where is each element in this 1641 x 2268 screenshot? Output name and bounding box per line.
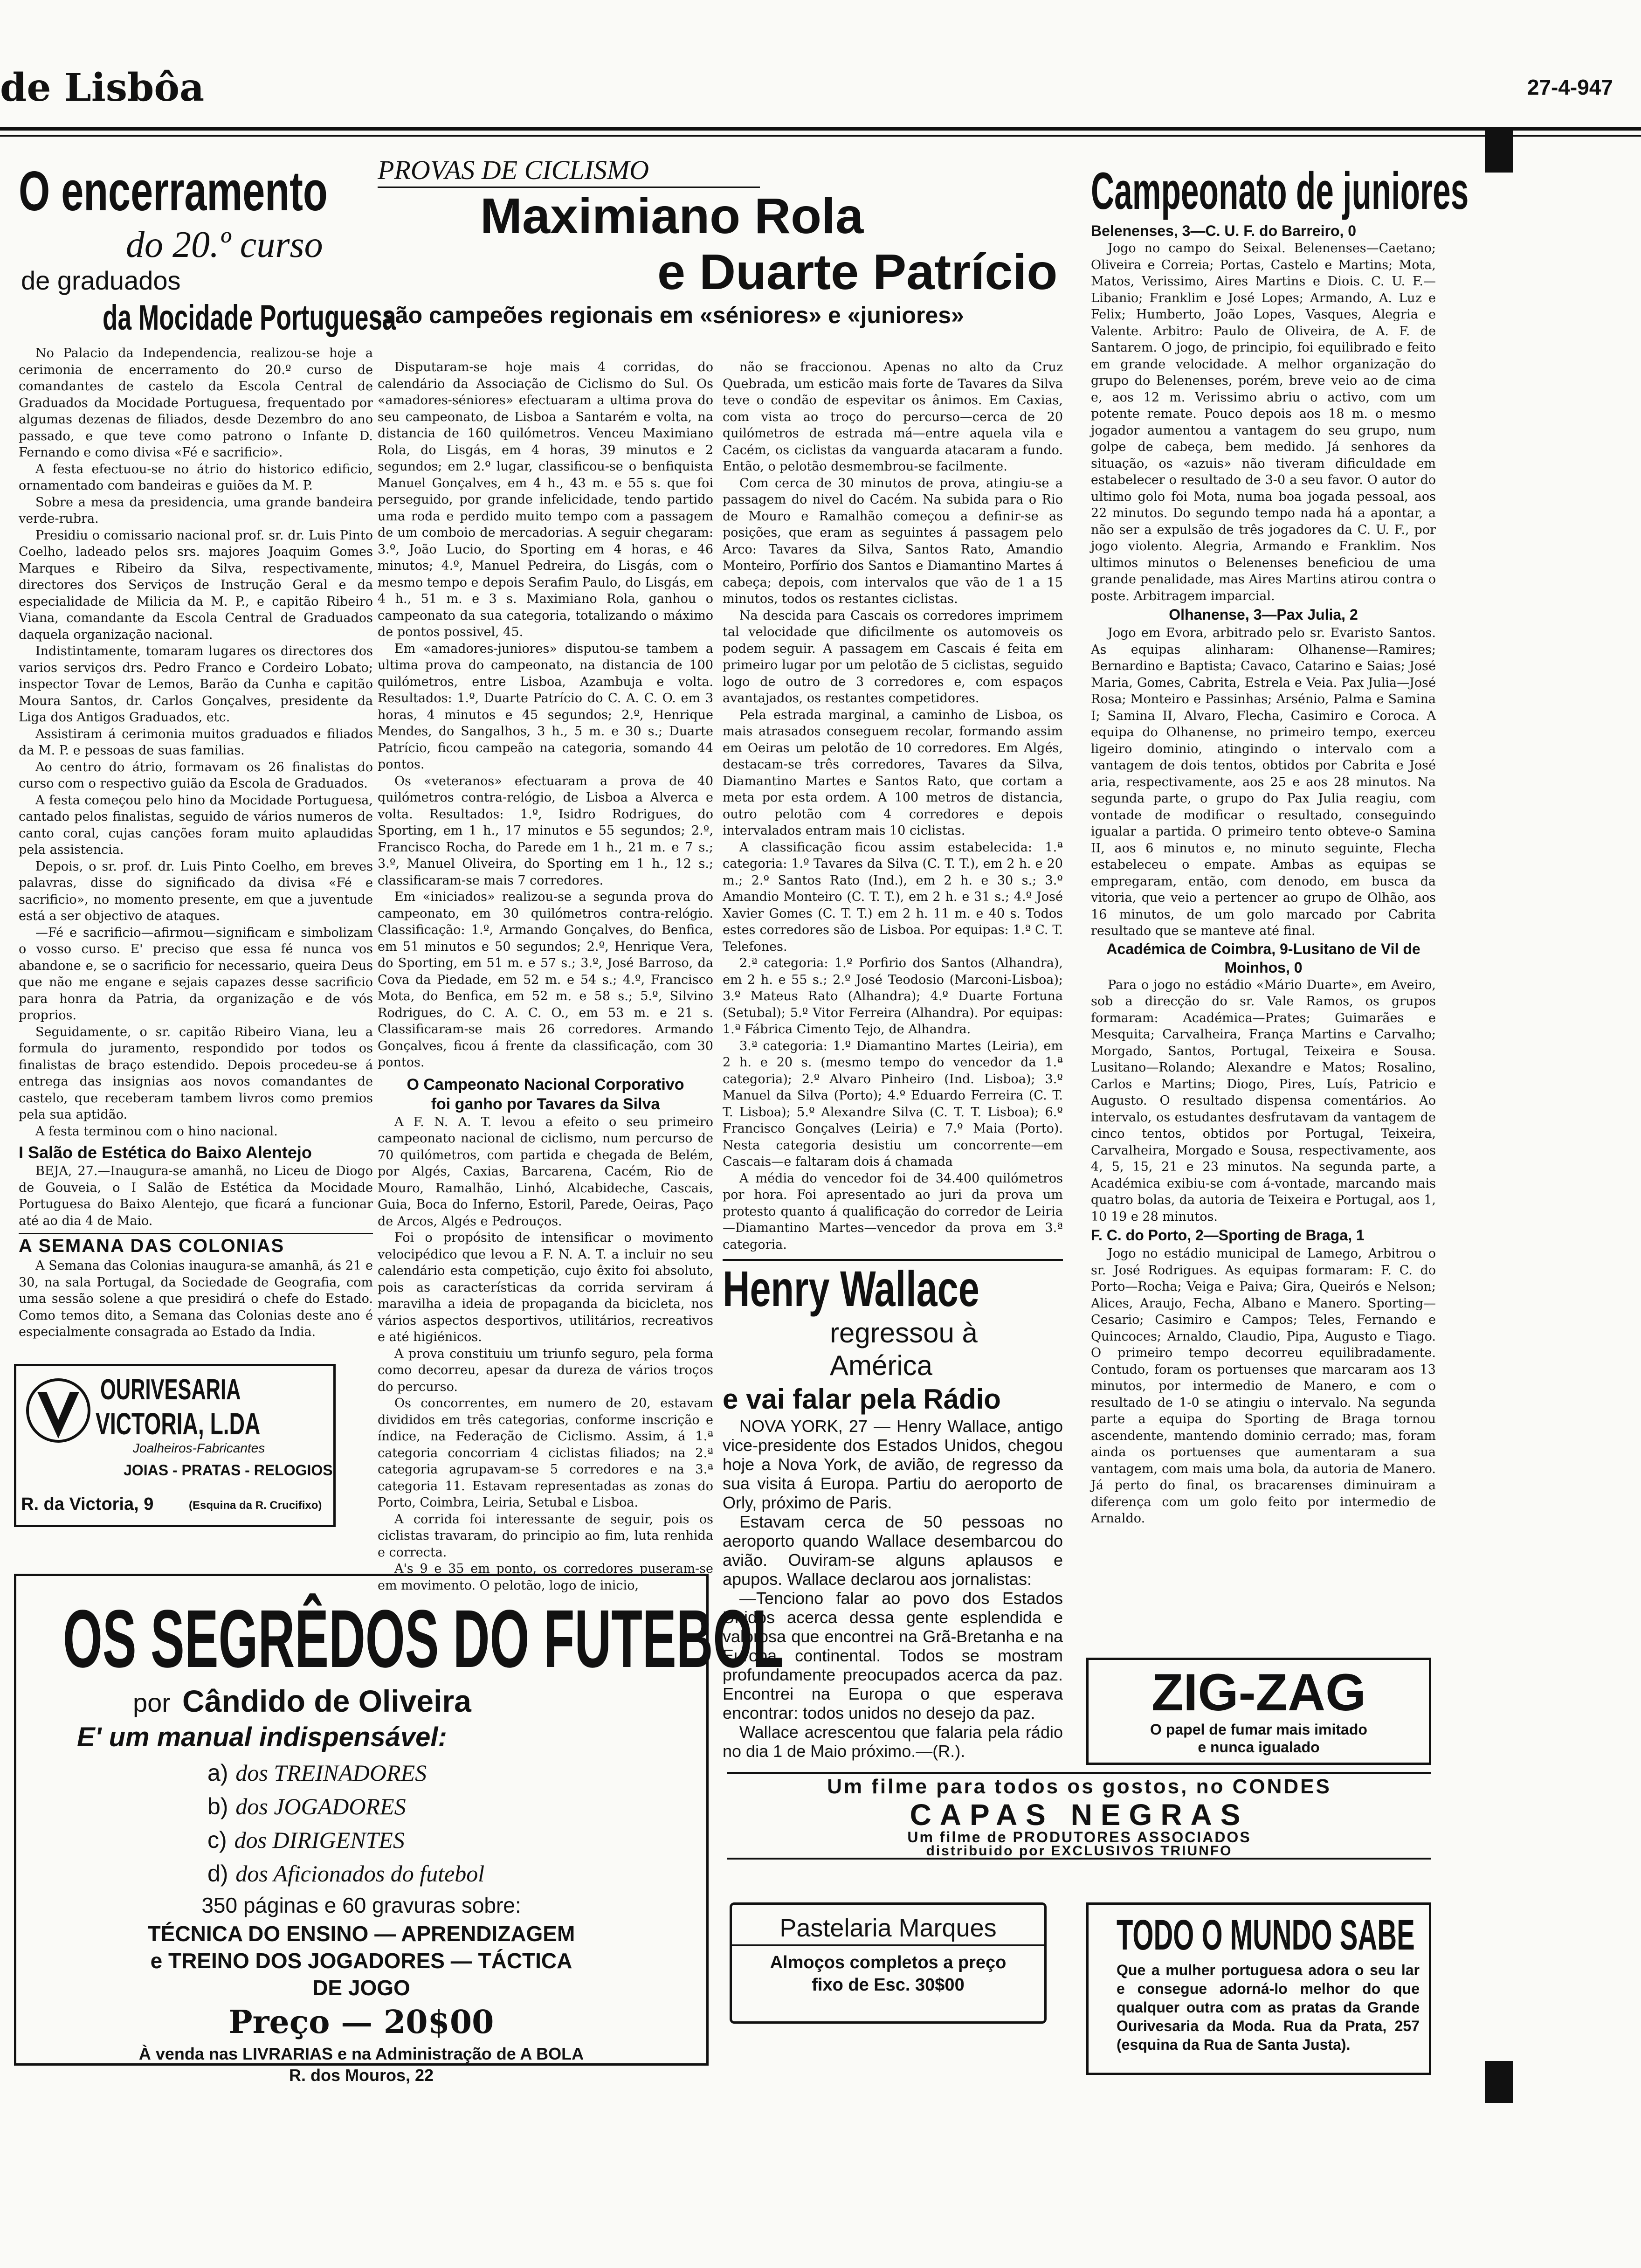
cycling-paragraph: não se fraccionou. Apenas no alto da Cruz Quebrada, um esticão mais forte de Tavares da Silva teve o condão de espevitar os ânimos. Em Caxias, com vista ao troço do percurso—cerca de 20 quilómetros de estrada má—entre aquela vila e Cacém, os ciclistas da vanguarda atacaram a fundo. Então, o pelotão desmembrou-se facilmente. bbox=[723, 360, 1063, 474]
cycling-paragraph: Com cerca de 30 minutos de prova, atingiu-se a passagem do nivel do Cacém. Na subida para o Rio de Mouro e Ramalhão começou a definir-se as posições, que eram as seguintes á passagem pelo Arco: Tavares da Silva, Santos Rato, Amandio Monteiro, Porfírio dos Santos e Diamantino Martes á cabeça; depois, com intervalos que vão de 1 a 15 minutos, todos os restantes ciclistas. bbox=[723, 476, 1063, 606]
futebol-topics: TÉCNICA DO ENSINO — APRENDIZAGEM bbox=[147, 1922, 575, 1946]
pastelaria-text: Almoços completos a preço fixo de Esc. 30$00 bbox=[770, 1953, 1007, 1995]
colonias-paragraph: A Semana das Colonias inaugura-se amanhã, ás 21 e 30, na sala Portugal, da Sociedade de Geografia, com uma sessão solene a que presidirá o chefe do Estado. Como temos dito, a Semana das Colonias deste ano é especialmente consagrada ao Estado da India. bbox=[19, 1258, 373, 1339]
futebol-list-item: a) dos TREINADORES bbox=[207, 1760, 427, 1786]
cycling-kicker: PROVAS DE CICLISMO bbox=[378, 154, 760, 188]
juniores-body bbox=[1091, 221, 1436, 1527]
cycling-paragraph: Na descida para Cascais os corredores imprimem tal velocidade que dificilmente os automoveis os podem seguir. A passagem em Cascais é feita em primeiro lugar por um pelotão de 5 ciclistas, seguido logo de outro de 3 corredores e, com espaços avantajados, os restantes competidores. bbox=[723, 608, 1063, 705]
cycling-paragraph: Disputaram-se hoje mais 4 corridas, do calendário da Associação de Ciclismo do Sul. Os «amadores-séniores» efectuaram a ultima prova do seu campeonato, de Lisboa a Santarém e volta, na distancia de 160 quilómetros. Venceu Maximiano Rola, do Lisgás, em 4 horas, 39 minutos e 2 segundos; em 2.º lugar, classificou-se o benfiquista Manuel Gonçalves, em 4 h., 43 m. e 55 s. que foi perseguido, por grande infelicidade, tendo partido uma roda e perdido muito tempo com a passagem de um comboio de mercadorias. A seguir chegaram: 3.º, João Lucio, do Sporting em 4 horas, e 46 minutos; 4.º, Manuel Pedreira, do Lisgás, com o mesmo tempo e depois Serafim Paulo, do Lisgás, em 4 h., 51 m. e 3 s. Maximiano Rola, ganhou o campeonato da sua categoria, totalizando o máximo de pontos possivel, 45. bbox=[378, 360, 713, 639]
cycling-col-1 bbox=[378, 359, 713, 1594]
zigzag-line-2: e nunca igualado bbox=[1198, 1739, 1320, 1756]
futebol-list bbox=[207, 1756, 706, 1890]
cycling-paragraph: Em «iniciados» realizou-se a segunda prova do campeonato, em 30 quilómetros contra-relógio. Classificação: 1.º, Armando Gonçalves, do Benfica, em 51 minutos e 50 segundos; 2.º, Henrique Vera, do Sporting, em 51 m. e 57 s.; 3.º, José Barroso, da Cova da Piedade, em 52 m. e 54 s.; 4.º, Francisco Mota, do Benfica, em 52 m. e 58 s.; 5.º, Silvino Rodrigues, do C. A. C. O., em 53 m. e 21 s. Classificaram-se mais 26 corredores. Armando Gonçalves, ficou á frente da classificação, com 30 pontos. bbox=[378, 890, 713, 1070]
left-article bbox=[19, 159, 396, 1341]
left-paragraph: Depois, o sr. prof. dr. Luis Pinto Coelho, em breves palavras, disse do significado da divisa «Fé e sacrificio», no momento presente, em que a juventude está a ser objectivo de ataques. bbox=[19, 859, 373, 923]
futebol-sale: À venda nas LIVRARIAS e na Administração de A BOLA bbox=[138, 2044, 584, 2063]
cycling-paragraph: A prova constituiu um triunfo seguro, pela forma como decorreu, apesar da dureza de vários troços do percurso. bbox=[378, 1346, 713, 1394]
capas-line: Um filme para todos os gostos, no CONDES bbox=[827, 1775, 1331, 1798]
wallace-paragraph: —Tenciono falar ao povo dos Estados Unidos acerca dessa gente esplendida e valorosa que encontrei na Grã-Bretanha e na Europa continental. Todos se mostram profundamente preocupados acerca da paz. Encontrei na Europa o que esperava encontrar: todos unidos no desejo da paz. bbox=[723, 1589, 1063, 1722]
issue-date: 27-4-947 bbox=[1527, 75, 1613, 99]
cycling-col-2 bbox=[723, 359, 1063, 1253]
cycling-paragraph: A F. N. A. T. levou a efeito o seu primeiro campeonato nacional de ciclismo, num percurso de 70 quilómetros, com partida e chegada de Belém, por Algés, Caxias, Barcarena, Cacém, Rio de Mouro, Ramalhão, Linhó, Alcabideche, Cascais, Guia, Boca do Inferno, Estoril, Parede, Oeiras, Paço de Arcos, Algés e Pedrouços. bbox=[378, 1114, 713, 1229]
left-paragraph: A festa começou pelo hino da Mocidade Portuguesa, cantado pelos finalistas, seguido de vários numeros de canto coral, cujas canções foram muito aplaudidas pela assistencia. bbox=[19, 793, 373, 857]
capas-title: CAPAS NEGRAS bbox=[910, 1798, 1249, 1832]
futebol-title: OS SEGRÊDOS DO FUTEBOL bbox=[63, 1593, 784, 1685]
ourivesaria-products: JOIAS - PRATAS - RELOGIOS bbox=[124, 1462, 333, 1479]
juniores-title: Campeonato de juniores bbox=[1091, 162, 1469, 220]
cycling-paragraph: A média do vencedor foi de 34.400 quilómetros por hora. Foi apresentado ao juri da prova um protesto quanto á qualificação do corredor de Leiria—Diamantino Martes—vencedor da prova em 3.ª categoria. bbox=[723, 1171, 1063, 1252]
top-rule-thin bbox=[0, 135, 1641, 137]
cycling-paragraph: Os concorrentes, em numero de 20, estavam divididos em três categorias, conforme inscrição e índice, na Federação de Ciclismo. Assim, á 1.ª categoria concorriam 4 ciclistas filiados; na 2.ª categoria agrupavam-se 5 corredores e na 3.ª categoria 11. Estavam representadas as zonas do Porto, Coimbra, Leiria, Setubal e Lisboa. bbox=[378, 1396, 713, 1510]
masthead: de Lisbôa bbox=[0, 65, 205, 110]
cycling-subtitle: são campeões regionais em «séniores» e «juniores» bbox=[382, 302, 964, 328]
ad-todo-mundo bbox=[1086, 1902, 1431, 2075]
left-subtitle: do 20.º curso bbox=[126, 224, 323, 265]
cycling-paragraph: Em «amadores-juniores» disputou-se tambem a ultima prova do campeonato, na distancia de 100 quilómetros, entre Lisboa, Azambuja e volta. Resultados: 1.º, Duarte Patrício do C. A. C. O. em 3 horas, 4 minutos e 45 segundos; 2.º, Henrique Mendes, do Sangalhos, 3 h., 5 m. e 30 s.; Duarte Patrício, ficou campeão na categoria, somando 44 pontos. bbox=[378, 641, 713, 772]
left-paragraph: Ao centro do átrio, formavam os 26 finalistas do curso com o respectivo guião da Escola de Graduados. bbox=[19, 760, 373, 791]
capas-line-2: Um filme de PRODUTORES ASSOCIADOS bbox=[907, 1829, 1251, 1846]
capas-line-3: distribuido por EXCLUSIVOS TRIUNFO bbox=[926, 1843, 1233, 1859]
futebol-price: Preço — 20$00 bbox=[228, 2004, 494, 2041]
left-paragraph: A festa terminou com o hino nacional. bbox=[35, 1124, 278, 1139]
match-text: Para o jogo no estádio «Mário Duarte», em Aveiro, sob a direcção do sr. Vale Ramos, os grupos formaram: Académica—Prates; Guimarães e Mesquita; Carvalheira, França Martins e Carvalho; Morgado, Santos, Portugal, Teixeira e Sousa. Lusitano—Rolando; Alexandre e Matos; Rosalino, Carlos e Martins; Diogo, Pires, Luís, Patricio e Augusto. O resultado dispensa comentários. Ao intervalo, os estudantes desfrutavam da vantagem de cinco tentos, obtidos por Portugal, Teixeira, Carvalheira, Morgado e Sousa, respectivamente, aos 4, 5, 15, 21 e 23 minutos. Na segunda parte, a Académica exibiu-se com á-vontade, marcando mais quatro bolas, da autoria de Teixeira e Portugal, aos 1, 10 19 e 28 minutos. bbox=[1091, 977, 1436, 1224]
cycling-paragraph: Foi o propósito de intensificar o movimento velocipédico que levou a F. N. A. T. a incluir no seu calendário esta competição, cujo êxito foi absoluto, pois as características da corrida serviram á maravilha a ideia de propaganda da bicicleta, nos vários aspectos desportivos, utilitários, recreativos e até higiénicos. bbox=[378, 1231, 713, 1344]
corp-title: O Campeonato Nacional Corporativo bbox=[407, 1075, 684, 1093]
zigzag-line: O papel de fumar mais imitado bbox=[1150, 1721, 1367, 1738]
wallace-subtitle: regressou à América bbox=[830, 1317, 978, 1381]
cycling-paragraph: 3.ª categoria: 1.º Diamantino Martes (Leiria), em 2 h. e 20 s. (mesmo tempo do vencedor da 1.ª categoria); 2.º Alvaro Pinheiro (Ind. Lisboa); 3.º Manuel da Silva (Porto); 4.º Eduardo Ferreira (C. T. T. Lisboa); 5.º Alexandre Silva (C. T. T. Lisboa); 6.º Francisco Gonçalves (Leiria) e 7.º Maia (Porto). Nesta categoria desistiu um concorrente—em Cascais—e faltaram dois á chamada bbox=[723, 1038, 1063, 1169]
futebol-pages: 350 páginas e 60 gravuras sobre: bbox=[201, 1893, 521, 1917]
ad-futebol bbox=[14, 1574, 784, 2085]
cycling-paragraph: A classificação ficou assim estabelecida: 1.ª categoria: 1.º Tavares da Silva (C. T. T.), em 2 h. e 20 m.; 2.º Santos Rato (Ind.), em 2 h. e 30 s.; 3.º Amandio Monteiro (C. T. T.), em 2 h. e 31 s.; 4.º José Xavier Gomes (C. T. T.) em 2 h. 11 m. e 40 s. Todos estes corredores são de Lisboa. Por equipas: 1.ª C. T. Telefones. bbox=[723, 840, 1063, 954]
corner-mark-top bbox=[1485, 131, 1513, 173]
wallace-paragraph: Wallace acrescentou que falaria pela rádio no dia 1 de Maio próximo.—(R.). bbox=[723, 1722, 1063, 1761]
corner-mark-bottom bbox=[1485, 2061, 1513, 2103]
salon-title: I Salão de Estética do Baixo Alentejo bbox=[19, 1143, 312, 1162]
cycling-title-2: e Duarte Patrício bbox=[657, 243, 1058, 300]
cycling-title: Maximiano Rola bbox=[480, 187, 864, 244]
left-paragraph: A festa efectuou-se no átrio do historico edificio, ornamentado com bandeiras e guiões da M. P. bbox=[19, 462, 373, 493]
wallace-body bbox=[723, 1417, 1063, 1761]
cycling-paragraph: 2.ª categoria: 1.º Porfirio dos Santos (Alhandra), em 2 h. e 55 s.; 2.º José Teodosio (Marconi-Lisboa); 3.º Mateus Rato (Alhandra); 4.º Duarte Fortuna (Setubal); 5.º Vitor Ferreira (Alhandra). Por equipas: 1.ª Fábrica Cimento Tejo, de Alhandra. bbox=[723, 956, 1063, 1037]
cycling-paragraph: Os «veteranos» efectuaram a prova de 40 quilómetros contra-relógio, de Lisboa a Alverca e volta. Resultados: 1.º, Isidro Rodrigues, do Sporting, em 1 h., 17 minutos e 55 segundos; 2.º, Francisco Rocha, do Parede em 1 h., 21 m. e 7 s.; 3.º, Manuel Oliveira, do Sporting em 1 h., 12 s.; classificaram-se mais 7 corredores. bbox=[378, 774, 713, 888]
wallace-title: Henry Wallace bbox=[723, 1260, 979, 1317]
futebol-list-item: c) dos DIRIGENTES bbox=[207, 1827, 405, 1853]
left-paragraph: Seguidamente, o sr. capitão Ribeiro Viana, leu a formula do juramento, respondido por todos os finalistas de braço estendido. Depois procedeu-se á entrega das insignias aos novos comandantes de castelo, que receberam tambem livros como premios pela sua aptidão. bbox=[19, 1024, 373, 1122]
ad-capas-negras bbox=[727, 1772, 1431, 1860]
futebol-manual: E' um manual indispensável: bbox=[77, 1722, 447, 1752]
left-paragraph: No Palacio da Independencia, realizou-se hoje a cerimonia de encerramento do 20.º curso de comandantes de castelo da Escola Central de Graduados da Mocidade Portuguesa, frequentado por algumas dezenas de filiados, desde Dezembro do ano passado, e que teve como patrono o Infante D. Fernando e como divisa «Fé e sacrificio». bbox=[19, 346, 373, 460]
futebol-author: Cândido de Oliveira bbox=[182, 1684, 471, 1718]
zigzag-title: ZIG-ZAG bbox=[1151, 1663, 1366, 1722]
mundo-text: Que a mulher portuguesa adora o seu lar e consegue adorná-lo melhor do que qualquer outra com as pratas da Grande Ourivesaria da Moda. Rua da Prata, 257 (esquina da Rua de Santa Justa). bbox=[1117, 1962, 1420, 2053]
left-paragraph: Assistiram á cerimonia muitos graduados e filiados da M. P. e pessoas de suas familias. bbox=[19, 726, 373, 758]
match-head: Olhanense, 3—Pax Julia, 2 bbox=[1169, 606, 1358, 623]
ad-zigzag bbox=[1086, 1658, 1431, 1765]
ourivesaria-address-note: (Esquina da R. Crucifixo) bbox=[189, 1499, 322, 1512]
colonias-body bbox=[19, 1258, 373, 1341]
wallace-article bbox=[723, 1259, 1063, 1761]
futebol-topics-3: DE JOGO bbox=[312, 1976, 410, 2000]
left-body bbox=[19, 345, 373, 1140]
cycling-paragraph: Pela estrada marginal, a caminho de Lisboa, os mais atrasados conseguem recolar, formando assim em Oeiras um pelotão de 10 corredores. Em Algés, destacam-se três corredores, Tavares da Silva, Diamantino Martes e Santos Rato, que cortam a meta por esta ordem. A 100 metros de distancia, outro pelotão com 4 corredores e depois intervalados entram mais 10 ciclistas. bbox=[723, 707, 1063, 838]
match-text: Jogo no campo do Seixal. Belenenses—Caetano; Oliveira e Correia; Portas, Castelo e Martins; Mota, Matos, Verissimo, Aires Martins e Diois. C. U. F.—Libanio; Franklim e José Lopes; Armando, A. Luz e Felix; Humberto, João Lopes, Vasques, Alegria e Valente. Arbitro: Paulo de Oliveira, de A. F. de Santarem. O jogo, de principio, foi equilibrado e feito em grande velocidade. A melhor organização do grupo do Belenenses, porém, breve veio ao de cima e, aos 12 m. Verissimo abriu o activo, com um potente remate. Pouco depois aos 18 m. o mesmo jogador aumentou a vantagem do seu grupo, num golpe de cabeça, bem medido. Já senhores da situação, os «azuis» não tiveram dificuldade em estabelecer o resultado de 3-0 a seu favor. O autor do ultimo golo foi Mota, numa boa jogada pessoal, aos 22 minutos. Do segundo tempo nada há a apontar, a não ser a expulsão de três jogadores da C. U. F., por jogo violento. Alegria, Armando e Franklim. Nos ultimos minutos o Belenenses beneficiou de uma grande penalidade, mas Aires Martins atirou contra o poste. Arbitragem imparcial. bbox=[1091, 241, 1436, 603]
cycling-paragraph: A corrida foi interessante de seguir, pois os ciclistas travaram, do principio ao fim, luta renhida e correcta. bbox=[378, 1512, 713, 1560]
ourivesaria-logo-icon bbox=[26, 1376, 91, 1445]
left-paragraph: Presidiu o comissario nacional prof. sr. dr. Luis Pinto Coelho, ladeado pelos srs. majores Joaquim Gomes Marques e Ribeiro da Silva, respectivamente, directores dos Serviços de Instrução Geral e da especialidade de Milicia da M. P., e capitão Ribeiro Viana, comandante da Escola Central de Graduados daquela organização nacional. bbox=[19, 528, 373, 642]
match-head: Belenenses, 3—C. U. F. do Barreiro, 0 bbox=[1091, 222, 1357, 239]
cycling-header bbox=[378, 154, 1077, 331]
wallace-paragraph: NOVA YORK, 27 — Henry Wallace, antigo vice-presidente dos Estados Unidos, chegou hoje a Nova York, de avião, de regresso da sua visita á Europa. Partiu do aeroporto de Orly, próximo de Paris. bbox=[723, 1417, 1063, 1512]
left-title: O encerramento bbox=[19, 160, 328, 222]
mundo-title: TODO O MUNDO SABE bbox=[1117, 1911, 1415, 1959]
futebol-by: por bbox=[133, 1688, 171, 1717]
left-paragraph: —Fé e sacrificio—afirmou—significam e simbolizam o vosso curso. E' preciso que essa fé nunca vos abandone e, se o sacrificio for necessario, queira Deus que não me engane e sejais capazes desse sacrificio para honra da Patria, da organização e de vós proprios. bbox=[19, 925, 373, 1023]
futebol-sale-2: R. dos Mouros, 22 bbox=[289, 2066, 434, 2085]
cycling-paragraph: A's 9 e 35 em ponto, os corredores puseram-se em movimento. O pelotão, logo de inicio, bbox=[378, 1562, 713, 1593]
futebol-list-item: d) dos Aficionados do futebol bbox=[207, 1860, 485, 1887]
ad-ourivesaria bbox=[14, 1364, 336, 1527]
pastelaria-title: Pastelaria Marques bbox=[732, 1912, 1044, 1946]
ourivesaria-address: R. da Victoria, 9 bbox=[21, 1494, 154, 1514]
match-text: Jogo em Evora, arbitrado pelo sr. Evaristo Santos. As equipas alinharam: Olhanense—Ramires; Bernardino e Baptista; Cavaco, Catarino e Saias; José Maria, Gomes, Cabrita, Estrela e Veia. Pax Julia—José Rosa; Monteiro e Passinhas; Arsénio, Palma e Samina I; Samina II, Alvaro, Flecha, Casimiro e Coroca. A equipa do Olhanense, no primeiro tempo, exerceu ligeiro dominio, atingindo o intervalo com a vantagem de dois tentos, obtidos por Cabrita e José aria, respectivamente, aos 25 e aos 28 minutos. Na segunda parte, o grupo do Pax Julia reagiu, com vontade de modificar o resultado, conseguindo igualar a partida. O primeiro tento obteve-o Samina II, aos 6 minutos e, no minuto seguinte, Flecha estabeleceu o empate. Ambas as equipas se empregaram, então, com denodo, em busca da vitoria, que veio a pertencer ao grupo de Olhão, aos 16 minutos, de um golo marcado por Cabrita resultado que se manteve até final. bbox=[1091, 626, 1436, 938]
match-head: F. C. do Porto, 2—Sporting de Braga, 1 bbox=[1091, 1227, 1365, 1244]
ourivesaria-name-2: VICTORIA, L.DA bbox=[96, 1406, 261, 1441]
match-head: Académica de Coimbra, 9-Lusitano de Vil de Moinhos, 0 bbox=[1106, 940, 1420, 976]
top-rule bbox=[0, 127, 1641, 131]
left-paragraph: Indistintamente, tomaram lugares os directores dos varios serviços drs. Pedro Franco e Cordeiro Lobato; inspector Tovar de Lemos, Barão da Cunha e capitão Moura Santos, dr. Carlos Gonçalves, presidente da Liga dos Antigos Graduados, etc. bbox=[19, 644, 373, 725]
wallace-subtitle-2: e vai falar pela Rádio bbox=[723, 1383, 1001, 1415]
colonias-title: A SEMANA DAS COLONIAS bbox=[19, 1236, 285, 1256]
corp-title-2: foi ganho por Tavares da Silva bbox=[431, 1095, 660, 1113]
juniores-article bbox=[1091, 161, 1469, 1527]
left-subtitle-3: da Mocidade Portuguesa bbox=[103, 298, 396, 338]
match-text: Jogo no estádio municipal de Lamego, Arbitrou o sr. José Rodrigues. As equipas formaram: F. C. do Porto—Rocha; Veiga e Paiva; Gira, Queirós e Nelson; Alices, Araujo, Fecha, Albano e Manero. Sporting—Cesario; Casimiro e Campos; Teles, Fernando e Quincoces; Arnaldo, Claudio, Pipa, Augusto e Tiago. O primeiro tempo decorreu equilibradamente. Contudo, foram os portuenses que marcaram aos 13 minutos, por intermedio de Manero, e com o resultado de 1-0 se atingiu o intervalo. Na segunda parte a equipa do Sporting de Braga tornou ascendente, mantendo dominio cerrado; mas, foram ainda os portuenses que aumentaram a sua vantagem, com mais uma bola, da autoria de Manero. Já perto do final, os bracarenses diminuiram a diferença com um golo feito por intermedio de Arnaldo. bbox=[1091, 1246, 1436, 1526]
salon-body bbox=[19, 1163, 373, 1229]
ourivesaria-name: OURIVESARIA bbox=[100, 1374, 241, 1406]
salon-paragraph: BEJA, 27.—Inaugura-se amanhã, no Liceu de Diogo de Gouveia, o I Salão de Estética da Mocidade Portuguesa do Baixo Alentejo, que ficará a funcionar até ao dia 4 de Maio. bbox=[19, 1164, 373, 1228]
futebol-topics-2: e TREINO DOS JOGADORES — TÁCTICA bbox=[150, 1949, 572, 1973]
ourivesaria-tagline: Joalheiros-Fabricantes bbox=[133, 1441, 265, 1455]
ad-pastelaria bbox=[730, 1902, 1047, 2024]
left-subtitle-2: de graduados bbox=[21, 266, 181, 295]
futebol-list-item: b) dos JOGADORES bbox=[207, 1793, 406, 1819]
wallace-paragraph: Estavam cerca de 50 pessoas no aeroporto quando Wallace desembarcou do avião. Ouviram-se alguns aplausos e apupos. Wallace declarou aos jornalistas: bbox=[723, 1512, 1063, 1589]
left-paragraph: Sobre a mesa da presidencia, uma grande bandeira verde-rubra. bbox=[19, 495, 373, 526]
